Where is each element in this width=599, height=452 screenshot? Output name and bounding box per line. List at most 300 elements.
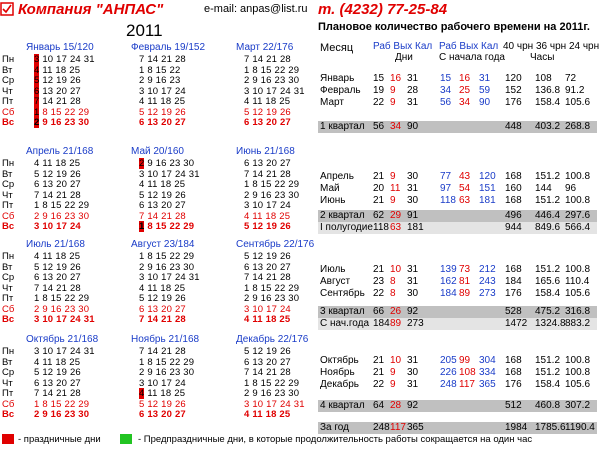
table-cell: 92 xyxy=(407,400,419,411)
calendar-day: 30 xyxy=(75,409,90,420)
calendar-day: 28 xyxy=(277,54,291,65)
table-cell: 96 xyxy=(565,183,577,194)
calendar-day: 7 xyxy=(139,346,145,357)
table-cell: 34 xyxy=(390,121,402,132)
calendar-day: 30 xyxy=(180,261,195,273)
calendar-day: 31 xyxy=(80,54,95,65)
calendar-day: 18 xyxy=(262,96,277,107)
calendar-day: 6 xyxy=(34,179,40,190)
calendar-day: 8 xyxy=(249,282,258,294)
calendar-day: 5 xyxy=(34,261,40,273)
table-cell: 248 xyxy=(373,422,390,433)
calendar-day: 6 xyxy=(34,85,40,97)
calendar-day: 28 xyxy=(172,54,186,65)
calendar-day: 7 xyxy=(244,367,250,378)
table-cell: 105.6 xyxy=(565,97,591,108)
table-col-days-sub: Дни xyxy=(395,52,413,63)
calendar-day: 26 xyxy=(67,261,81,273)
calendar-day: 16 xyxy=(47,303,62,315)
calendar-day: 22 xyxy=(271,282,286,294)
week-row xyxy=(34,201,89,211)
table-cell: 31 xyxy=(407,379,419,390)
calendar-day: 10 xyxy=(249,200,264,211)
week-row xyxy=(34,66,80,76)
calendar-day: 2 xyxy=(244,388,250,399)
calendar-day: 30 xyxy=(285,75,300,86)
calendar-day: 19 xyxy=(158,398,173,410)
calendar-day: 30 xyxy=(285,388,300,399)
calendar-day: 8 xyxy=(144,356,153,368)
calendar-day: 15 xyxy=(47,293,62,304)
calendar-day: 21 xyxy=(53,388,68,399)
calendar-day: 12 xyxy=(144,189,159,201)
week-row xyxy=(139,284,185,294)
calendar-day: 29 xyxy=(285,377,300,389)
calendar-day: 29 xyxy=(75,106,90,118)
calendar-day: 13 xyxy=(39,85,54,97)
calendar-day: 28 xyxy=(172,210,186,222)
week-row xyxy=(139,159,194,169)
calendar-day: 25 xyxy=(276,96,291,107)
calendar-day: 3 xyxy=(244,85,250,97)
table-row-label: Сентябрь xyxy=(320,288,365,299)
week-row xyxy=(244,87,305,97)
calendar-day: 5 xyxy=(139,106,145,118)
calendar-day: 15 xyxy=(152,251,167,262)
table-cell: 243 xyxy=(479,276,496,287)
calendar-day: 10 xyxy=(39,314,54,325)
calendar-day: 8 xyxy=(39,200,48,211)
calendar-day: 9 xyxy=(144,158,153,169)
calendar-day: 12 xyxy=(144,398,159,410)
table-cell: 9 xyxy=(390,367,396,378)
week-row xyxy=(244,212,290,222)
table-cell: 120 xyxy=(479,171,496,182)
week-row xyxy=(139,347,186,357)
calendar-day: 8 xyxy=(39,293,48,304)
calendar-day: 16 xyxy=(257,388,272,399)
table-cell: 151.2 xyxy=(535,264,561,275)
calendar-day: 12 xyxy=(249,106,264,118)
table-cell: 158.4 xyxy=(535,288,561,299)
calendar-day: 14 xyxy=(144,314,159,325)
calendar-day: 14 xyxy=(249,367,264,378)
table-cell: 168 xyxy=(505,367,522,378)
calendar-day: 27 xyxy=(277,158,291,169)
table-cell: 66 xyxy=(373,306,385,317)
calendar-day: 12 xyxy=(39,168,54,180)
table-cell: 181 xyxy=(479,195,496,206)
week-row xyxy=(139,170,200,180)
table-col-hours-head: 40 чрн 36 чрн 24 чрн xyxy=(503,41,599,52)
calendar-day: 18 xyxy=(52,251,67,262)
calendar-day: 4 xyxy=(139,282,145,294)
week-row xyxy=(139,97,185,107)
holiday-legend-label: - праздничные дни xyxy=(18,434,101,445)
table-cell: 15 xyxy=(440,73,452,84)
calendar-day: 9 xyxy=(39,117,48,128)
table-cell: 63 xyxy=(459,195,471,206)
company-name: Компания "АНПАС" xyxy=(18,1,164,18)
calendar-day: 28 xyxy=(277,168,291,180)
week-row xyxy=(34,347,95,357)
table-cell: 117 xyxy=(390,422,406,433)
table-cell: 1785.6 xyxy=(535,422,566,433)
table-cell: 9 xyxy=(390,85,396,96)
calendar-day: 30 xyxy=(75,210,90,222)
calendar-day: 23 xyxy=(271,388,286,399)
table-title: Плановое количество рабочего времени на 2011г. xyxy=(318,21,590,33)
table-row-label: 3 квартал xyxy=(320,306,365,317)
calendar-day: 24 xyxy=(67,221,81,232)
table-cell: 1984 xyxy=(505,422,528,433)
calendar-day: 7 xyxy=(244,272,250,283)
table-cell: 43 xyxy=(459,171,471,182)
weekday-label: Ср xyxy=(2,272,15,283)
table-cell: 59 xyxy=(479,85,491,96)
calendar-day: 10 xyxy=(249,303,264,315)
month-title: Июнь 21/168 xyxy=(236,146,295,157)
calendar-day: 16 xyxy=(152,158,167,169)
weekday-label: Чт xyxy=(2,189,13,201)
table-cell: 73 xyxy=(459,264,471,275)
calendar-day: 22 xyxy=(61,293,76,304)
table-cell: 28 xyxy=(407,85,419,96)
calendar-day: 22 xyxy=(61,398,76,410)
calendar-day: 14 xyxy=(249,272,264,283)
table-cell: 9 xyxy=(390,171,396,182)
week-row xyxy=(244,263,291,273)
week-row xyxy=(34,212,89,222)
calendar-day: 16 xyxy=(47,117,62,128)
table-cell: 168 xyxy=(505,171,522,182)
table-cell: 22 xyxy=(373,379,385,390)
calendar-day: 10 xyxy=(249,398,264,410)
week-row xyxy=(139,180,185,190)
table-cell: 11 xyxy=(390,183,401,194)
calendar-day: 11 xyxy=(249,210,263,222)
weekday-label: Пт xyxy=(2,96,14,107)
weekday-label: Вт xyxy=(2,261,13,273)
calendar-day: 14 xyxy=(144,210,159,222)
calendar-day: 19 xyxy=(263,251,278,262)
table-cell: 118 xyxy=(373,222,389,233)
week-row xyxy=(139,379,186,389)
calendar-day: 12 xyxy=(144,293,159,304)
table-cell: 28 xyxy=(390,400,402,411)
calendar-day: 21 xyxy=(158,314,173,325)
calendar-day: 20 xyxy=(158,200,173,211)
week-row xyxy=(244,315,290,325)
calendar-day: 3 xyxy=(34,221,40,232)
table-row-label: Май xyxy=(320,183,340,194)
table-cell: 100.8 xyxy=(565,171,591,182)
week-row xyxy=(139,294,186,304)
table-row-label: За год xyxy=(320,422,349,433)
table-cell: 268.8 xyxy=(565,121,591,132)
calendar-day: 31 xyxy=(290,398,305,410)
calendar-day: 15 xyxy=(47,200,62,211)
table-cell: 16 xyxy=(459,73,471,84)
calendar-day: 22 xyxy=(271,64,286,76)
calendar-day: 25 xyxy=(66,158,81,169)
table-cell: 184 xyxy=(373,318,390,329)
table-cell: 316.8 xyxy=(565,306,591,317)
calendar-day: 31 xyxy=(80,346,95,357)
calendar-day: 14 xyxy=(39,189,54,201)
week-row xyxy=(244,191,299,201)
table-row-label: С нач.года xyxy=(320,318,370,329)
calendar-day: 18 xyxy=(262,210,277,222)
preholiday-legend-label: - Предпраздничные дни, в которые продолжительность работы сокращается на один час xyxy=(138,434,533,445)
table-row-label: Октябрь xyxy=(320,355,359,366)
calendar-day: 2 xyxy=(139,367,145,378)
calendar-day: 22 xyxy=(166,356,181,368)
calendar-day: 1 xyxy=(139,221,145,232)
table-cell: 273 xyxy=(479,288,496,299)
calendar-day: 23 xyxy=(271,293,286,304)
month-title: Сентябрь 22/176 xyxy=(236,239,315,250)
table-col-hours-sub: Часы xyxy=(530,52,555,63)
week-row xyxy=(139,55,186,65)
calendar-day: 30 xyxy=(180,158,195,169)
weekday-label: Вс xyxy=(2,117,15,128)
calendar-day: 28 xyxy=(67,189,81,201)
table-cell: 120 xyxy=(505,73,522,84)
table-row-label: Июль xyxy=(320,264,346,275)
calendar-day: 4 xyxy=(34,158,40,169)
week-row xyxy=(244,76,299,86)
table-cell: 105.6 xyxy=(565,288,591,299)
calendar-day: 6 xyxy=(139,200,145,211)
weekday-label: Ср xyxy=(2,179,15,190)
calendar-day: 17 xyxy=(158,272,173,283)
table-cell: 158.4 xyxy=(535,379,561,390)
calendar-day: 11 xyxy=(39,64,53,76)
weekday-label: Вт xyxy=(2,356,13,368)
calendar-day: 28 xyxy=(67,96,81,107)
calendar-day: 26 xyxy=(172,398,186,410)
week-row xyxy=(34,400,89,410)
weekday-label: Пт xyxy=(2,293,14,304)
calendar-day: 27 xyxy=(67,272,81,283)
weekday-label: Пн xyxy=(2,251,15,262)
calendar-day: 23 xyxy=(166,158,181,169)
table-cell: 9 xyxy=(390,379,396,390)
calendar-day: 3 xyxy=(244,303,250,315)
table-cell: 10 xyxy=(390,355,402,366)
calendar-day: 20 xyxy=(53,85,68,97)
calendar-day: 19 xyxy=(53,75,68,86)
table-cell: 8 xyxy=(390,276,396,287)
calendar-day: 21 xyxy=(263,54,278,65)
calendar-day: 18 xyxy=(52,356,67,368)
calendar-day: 1 xyxy=(244,179,250,190)
calendar-day: 1 xyxy=(244,377,250,389)
calendar-day: 14 xyxy=(144,54,159,65)
calendar-day: 15 xyxy=(152,221,167,232)
calendar-day: 6 xyxy=(139,117,145,128)
calendar-day: 15 xyxy=(152,64,167,76)
table-cell: 90 xyxy=(479,97,491,108)
calendar-day: 10 xyxy=(144,168,159,180)
week-row xyxy=(34,55,95,65)
table-cell: 528 xyxy=(505,306,522,317)
calendar-day: 10 xyxy=(39,54,54,65)
table-cell: 110.4 xyxy=(565,276,590,287)
table-cell: 23 xyxy=(373,276,385,287)
calendar-day: 24 xyxy=(277,303,291,315)
calendar-day: 7 xyxy=(244,168,250,180)
calendar-day: 8 xyxy=(144,64,153,76)
table-cell: 29 xyxy=(390,210,402,221)
calendar-day: 22 xyxy=(166,221,181,232)
calendar-day: 1 xyxy=(139,356,145,368)
week-row xyxy=(244,118,291,128)
table-cell: 25 xyxy=(459,85,471,96)
week-row xyxy=(244,97,290,107)
table-cell: 512 xyxy=(505,400,522,411)
table-cell: 10 xyxy=(390,264,402,275)
table-cell: 117 xyxy=(459,379,475,390)
calendar-day: 1 xyxy=(34,200,40,211)
calendar-day: 24 xyxy=(277,85,291,97)
calendar-day: 25 xyxy=(171,96,186,107)
calendar-day: 7 xyxy=(34,388,40,399)
weekday-label: Пн xyxy=(2,346,15,357)
calendar-day: 1 xyxy=(34,398,40,410)
table-cell: 136.8 xyxy=(535,85,561,96)
weekday-label: Вс xyxy=(2,409,15,420)
calendar-day: 2 xyxy=(139,75,145,86)
weekday-label: Сб xyxy=(2,303,15,315)
calendar-day: 22 xyxy=(61,106,76,118)
week-row xyxy=(244,159,291,169)
table-cell: 460.8 xyxy=(535,400,561,411)
table-cell: 158.4 xyxy=(535,97,561,108)
calendar-day: 24 xyxy=(67,54,81,65)
table-cell: 108 xyxy=(459,367,476,378)
calendar-day: 21 xyxy=(263,367,278,378)
table-cell: 16 xyxy=(390,73,402,84)
calendar-day: 1 xyxy=(244,282,250,294)
calendar-day: 18 xyxy=(157,96,172,107)
calendar-day: 3 xyxy=(139,168,145,180)
table-row-label: I полугодие xyxy=(320,222,373,233)
week-row xyxy=(139,212,186,222)
table-cell: 273 xyxy=(407,318,424,329)
calendar-day: 29 xyxy=(285,179,300,190)
calendar-day: 17 xyxy=(53,54,68,65)
calendar-day: 3 xyxy=(34,54,40,65)
calendar-day: 9 xyxy=(249,388,258,399)
calendar-day: 25 xyxy=(171,179,186,190)
calendar-day: 6 xyxy=(34,272,40,283)
table-cell: 30 xyxy=(407,288,419,299)
calendar-day: 3 xyxy=(244,200,250,211)
table-cell: 144 xyxy=(535,183,552,194)
calendar-day: 26 xyxy=(67,168,81,180)
calendar-day: 21 xyxy=(158,210,173,222)
calendar-day: 20 xyxy=(158,117,173,128)
month-title: Апрель 21/168 xyxy=(26,146,94,157)
calendar-day: 26 xyxy=(172,293,186,304)
calendar-day: 15 xyxy=(47,398,62,410)
table-cell: 100.8 xyxy=(565,264,591,275)
table-cell: 297.6 xyxy=(565,210,591,221)
table-cell: 496 xyxy=(505,210,522,221)
table-cell: 403.2 xyxy=(535,121,561,132)
calendar-day: 9 xyxy=(39,210,48,222)
calendar-day: 5 xyxy=(244,106,250,118)
calendar-day: 10 xyxy=(39,346,54,357)
calendar-day: 30 xyxy=(75,303,90,315)
calendar-day: 11 xyxy=(144,282,158,294)
table-cell: 168 xyxy=(505,355,522,366)
week-row xyxy=(244,358,291,368)
calendar-day: 17 xyxy=(158,85,173,97)
table-cell: 181 xyxy=(407,222,424,233)
calendar-day: 1 xyxy=(139,64,145,76)
calendar-day: 10 xyxy=(39,221,54,232)
week-row xyxy=(34,170,81,180)
week-row xyxy=(244,400,305,410)
calendar-day: 12 xyxy=(249,346,264,357)
week-row xyxy=(34,97,81,107)
month-title: Декабрь 22/176 xyxy=(236,334,309,345)
table-row-label: Февраль xyxy=(320,85,361,96)
calendar-day: 12 xyxy=(249,221,264,232)
calendar-day: 16 xyxy=(152,261,167,273)
calendar-day: 23 xyxy=(61,210,76,222)
calendar-day: 17 xyxy=(158,168,173,180)
calendar-day: 9 xyxy=(144,367,153,378)
calendar-day: 27 xyxy=(172,303,186,315)
calendar-day: 25 xyxy=(171,282,186,294)
table-row-label: Март xyxy=(320,97,344,108)
calendar-day: 9 xyxy=(249,189,258,201)
calendar-day: 5 xyxy=(139,398,145,410)
calendar-day: 18 xyxy=(157,179,172,190)
table-cell: 56 xyxy=(373,121,385,132)
calendar-day: 7 xyxy=(139,314,145,325)
month-title: Май 20/160 xyxy=(131,146,184,157)
calendar-day: 30 xyxy=(180,367,195,378)
calendar-day: 5 xyxy=(244,221,250,232)
table-cell: 9 xyxy=(390,97,396,108)
calendar-day: 10 xyxy=(144,377,159,389)
calendar-day: 20 xyxy=(263,356,278,368)
week-row xyxy=(34,284,81,294)
table-cell: 21 xyxy=(373,355,385,366)
calendar-day: 16 xyxy=(152,367,167,378)
table-col-ytd-sub: С начала года xyxy=(439,52,505,63)
week-row xyxy=(34,389,81,399)
calendar-day: 9 xyxy=(39,303,48,315)
calendar-day: 13 xyxy=(249,356,264,368)
calendar-day: 2 xyxy=(139,261,145,273)
table-cell: 31 xyxy=(407,73,419,84)
calendar-day: 14 xyxy=(39,388,54,399)
week-row xyxy=(139,87,186,97)
week-row xyxy=(139,273,200,283)
calendar-day: 19 xyxy=(53,168,68,180)
calendar-day: 24 xyxy=(277,200,291,211)
calendar-day: 18 xyxy=(52,64,67,76)
calendar-day: 6 xyxy=(244,158,250,169)
table-cell: 168 xyxy=(505,264,522,275)
table-cell: 30 xyxy=(407,195,419,206)
